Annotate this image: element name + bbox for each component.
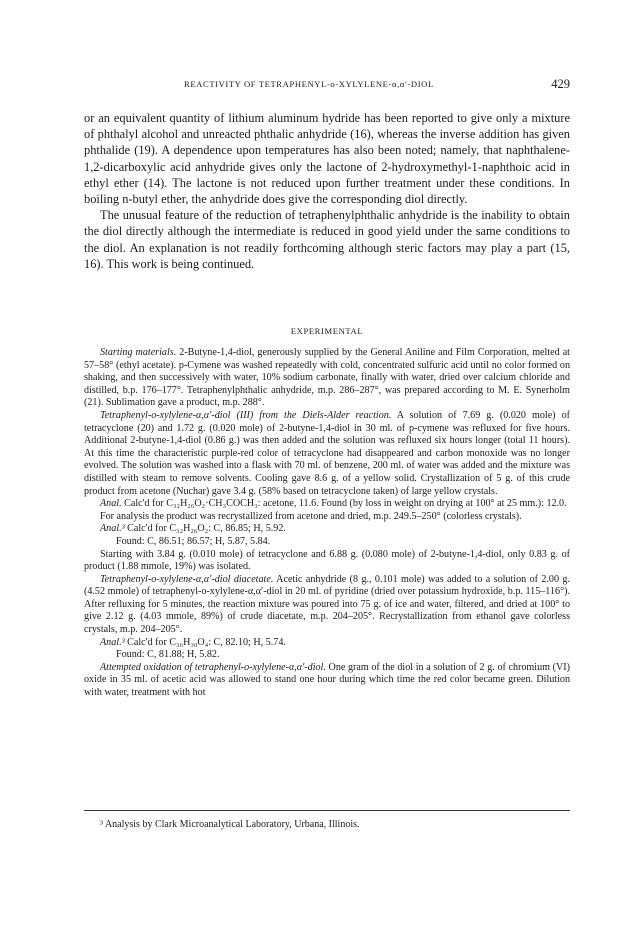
body-text — [84, 110, 570, 272]
found-line: Found: C, 81.88; H, 5.82. — [116, 649, 220, 661]
paragraph: The unusual feature of the reduction of tetraphenylphthalic anhydride is the inability to obtain the diol directly although the intermediate is reduced in good yield under the same conditions to the diol. An explanation is not readily forthcoming although steric factors may play a part (15, 16). This work is being continued. — [84, 208, 570, 271]
footnote-divider — [84, 810, 570, 811]
paragraph-text: 2-Butyne-1,4-diol, generously supplied by the General Aniline and Film Corporation, melted at 57–58° (ethyl acetate). p-Cymene was washed repeatedly with cold, concentrated sulfuric acid until no color formed on shaking, and then successively with water, 10% sodium carbonate, finally with water, dried over calcium chloride and distilled, b.p. 176–177°. Tetraphenylphthalic anhydride, m.p. 286–287°, was prepared according to M. E. Synerholm (21). Sublimation gave a product, m.p. 288°. — [84, 347, 570, 409]
found-line: Found: C, 86.51; 86.57; H, 5.87, 5.84. — [116, 535, 271, 547]
section-heading: EXPERIMENTAL — [290, 326, 364, 336]
running-header — [84, 79, 570, 93]
paragraph: or an equivalent quantity of lithium aluminum hydride has been reported to give only a mixture of phthalyl alcohol and unreacted phthalic anhydride (16), whereas the inverse addition has given phthalide (19). A dependence upon temperatures has also been noted; namely, that naphthalene-1,2-dicarboxylic acid anhydride gives only the lactone of 2-hydroxymethyl-1-naphthoic acid in ethyl ether (14). The lactone is not reduced upon further treatment under these conditions. In boiling n-butyl ether, the anhydride does give the corresponding diol directly. — [84, 111, 570, 207]
paragraph-diels-alder — [84, 410, 570, 498]
running-title: REACTIVITY OF TETRAPHENYL-o-XYLYLENE-α,α′-DIOL — [184, 79, 434, 89]
paragraph-starting: Starting with 3.84 g. (0.010 mole) of tetracyclone and 6.88 g. (0.080 mole) of 2-butyne-1,4-diol, only 0.83 g. of product (1.88 mmole, 19%) was isolated. — [84, 548, 570, 573]
analysis-label: Anal. — [100, 498, 122, 510]
paragraph-text: One gram of the diol in a solution of 2 g. of chromium (VI) oxide in 35 ml. of acetic acid was allowed to stand one hour during which time the red color became green. Dilution with water, treatment with hot — [84, 661, 570, 699]
run-in-heading: Tetraphenyl-o-xylylene-α,α′-diol (III) from the Diels-Alder reaction. — [100, 409, 392, 421]
run-in-heading: Attempted oxidation of tetraphenyl-o-xylylene-α,α′-diol. — [100, 661, 326, 673]
analysis-text: Calc'd for C₃₂H₂₆O₂: C, 86.85; H, 5.92. — [124, 523, 286, 535]
paragraph-recrystallization: For analysis the product was recrystallized from acetone and dried, m.p. 249.5–250° (colorless crystals). — [100, 510, 522, 522]
analysis-label: Anal.³ — [100, 523, 125, 535]
analysis-text: Calc'd for C₃₆H₃₀O₄: C, 82.10; H, 5.74. — [124, 636, 286, 648]
paragraph-oxidation — [84, 662, 570, 700]
page-number: 429 — [551, 77, 570, 91]
run-in-heading: Tetraphenyl-o-xylylene-α,α′-diol diacetate. — [100, 573, 274, 585]
footnote: ³ Analysis by Clark Microanalytical Laboratory, Urbana, Illinois. — [100, 819, 360, 830]
paragraph-diacetate — [84, 574, 570, 637]
paragraph-text: Acetic anhydride (8 g., 0.101 mole) was added to a solution of 2.00 g. (4.52 mmole) of tetraphenyl-o-xylylene-α,α′-diol in 20 ml. of pyridine (dried over potassium hydroxide, b.p. 115–116°). After refluxing for 5 minutes, the reaction mixture was poured into 75 g. of ice and water, filtered, and dried at 100° to give 2.12 g. (4.03 mmole, 89%) of crude diacetate, m.p. 204–205°. Recrystallization from ethanol gave colorless crystals, m.p. 204–205°. — [84, 573, 570, 636]
paragraph-text: A solution of 7.69 g. (0.020 mole) of tetracyclone (20) and 1.72 g. (0.020 mole) of 2-butyne-1,4-diol in 30 ml. of p-cymene was refluxed for five hours. Additional 2-butyne-1,4-diol (0.86 g.) was then added and the solution was refluxed six hours longer (total 11 hours). At this time the characteristic purple-red color of tetracyclone had disappeared and carbon monoxide was no longer evolved. The solution was washed into a flask with 70 ml. of benzene, 200 ml. of water was added and the mixture was distilled with steam to remove solvents. Cooling gave 8.6 g. of a yellow solid. Crystallization of 5 g. of this crude product from acetone (Nuchar) gave 3.4 g. (58% based on tetracyclone taken) of large yellow crystals. — [84, 409, 570, 497]
run-in-heading: Starting materials. — [100, 347, 177, 358]
analysis-label: Anal.³ — [100, 636, 125, 648]
analysis-line — [84, 523, 570, 536]
paragraph-starting-materials — [84, 347, 570, 410]
analysis-text: Calc'd for C₃₂H₂₆O₂·CH₃COCH₃: acetone, 11.6. Found (by loss in weight on drying at 100° at 25 mm.): 12.0. — [121, 498, 567, 510]
analysis-line — [84, 498, 570, 511]
experimental-section — [84, 326, 570, 700]
analysis-line — [84, 637, 570, 650]
